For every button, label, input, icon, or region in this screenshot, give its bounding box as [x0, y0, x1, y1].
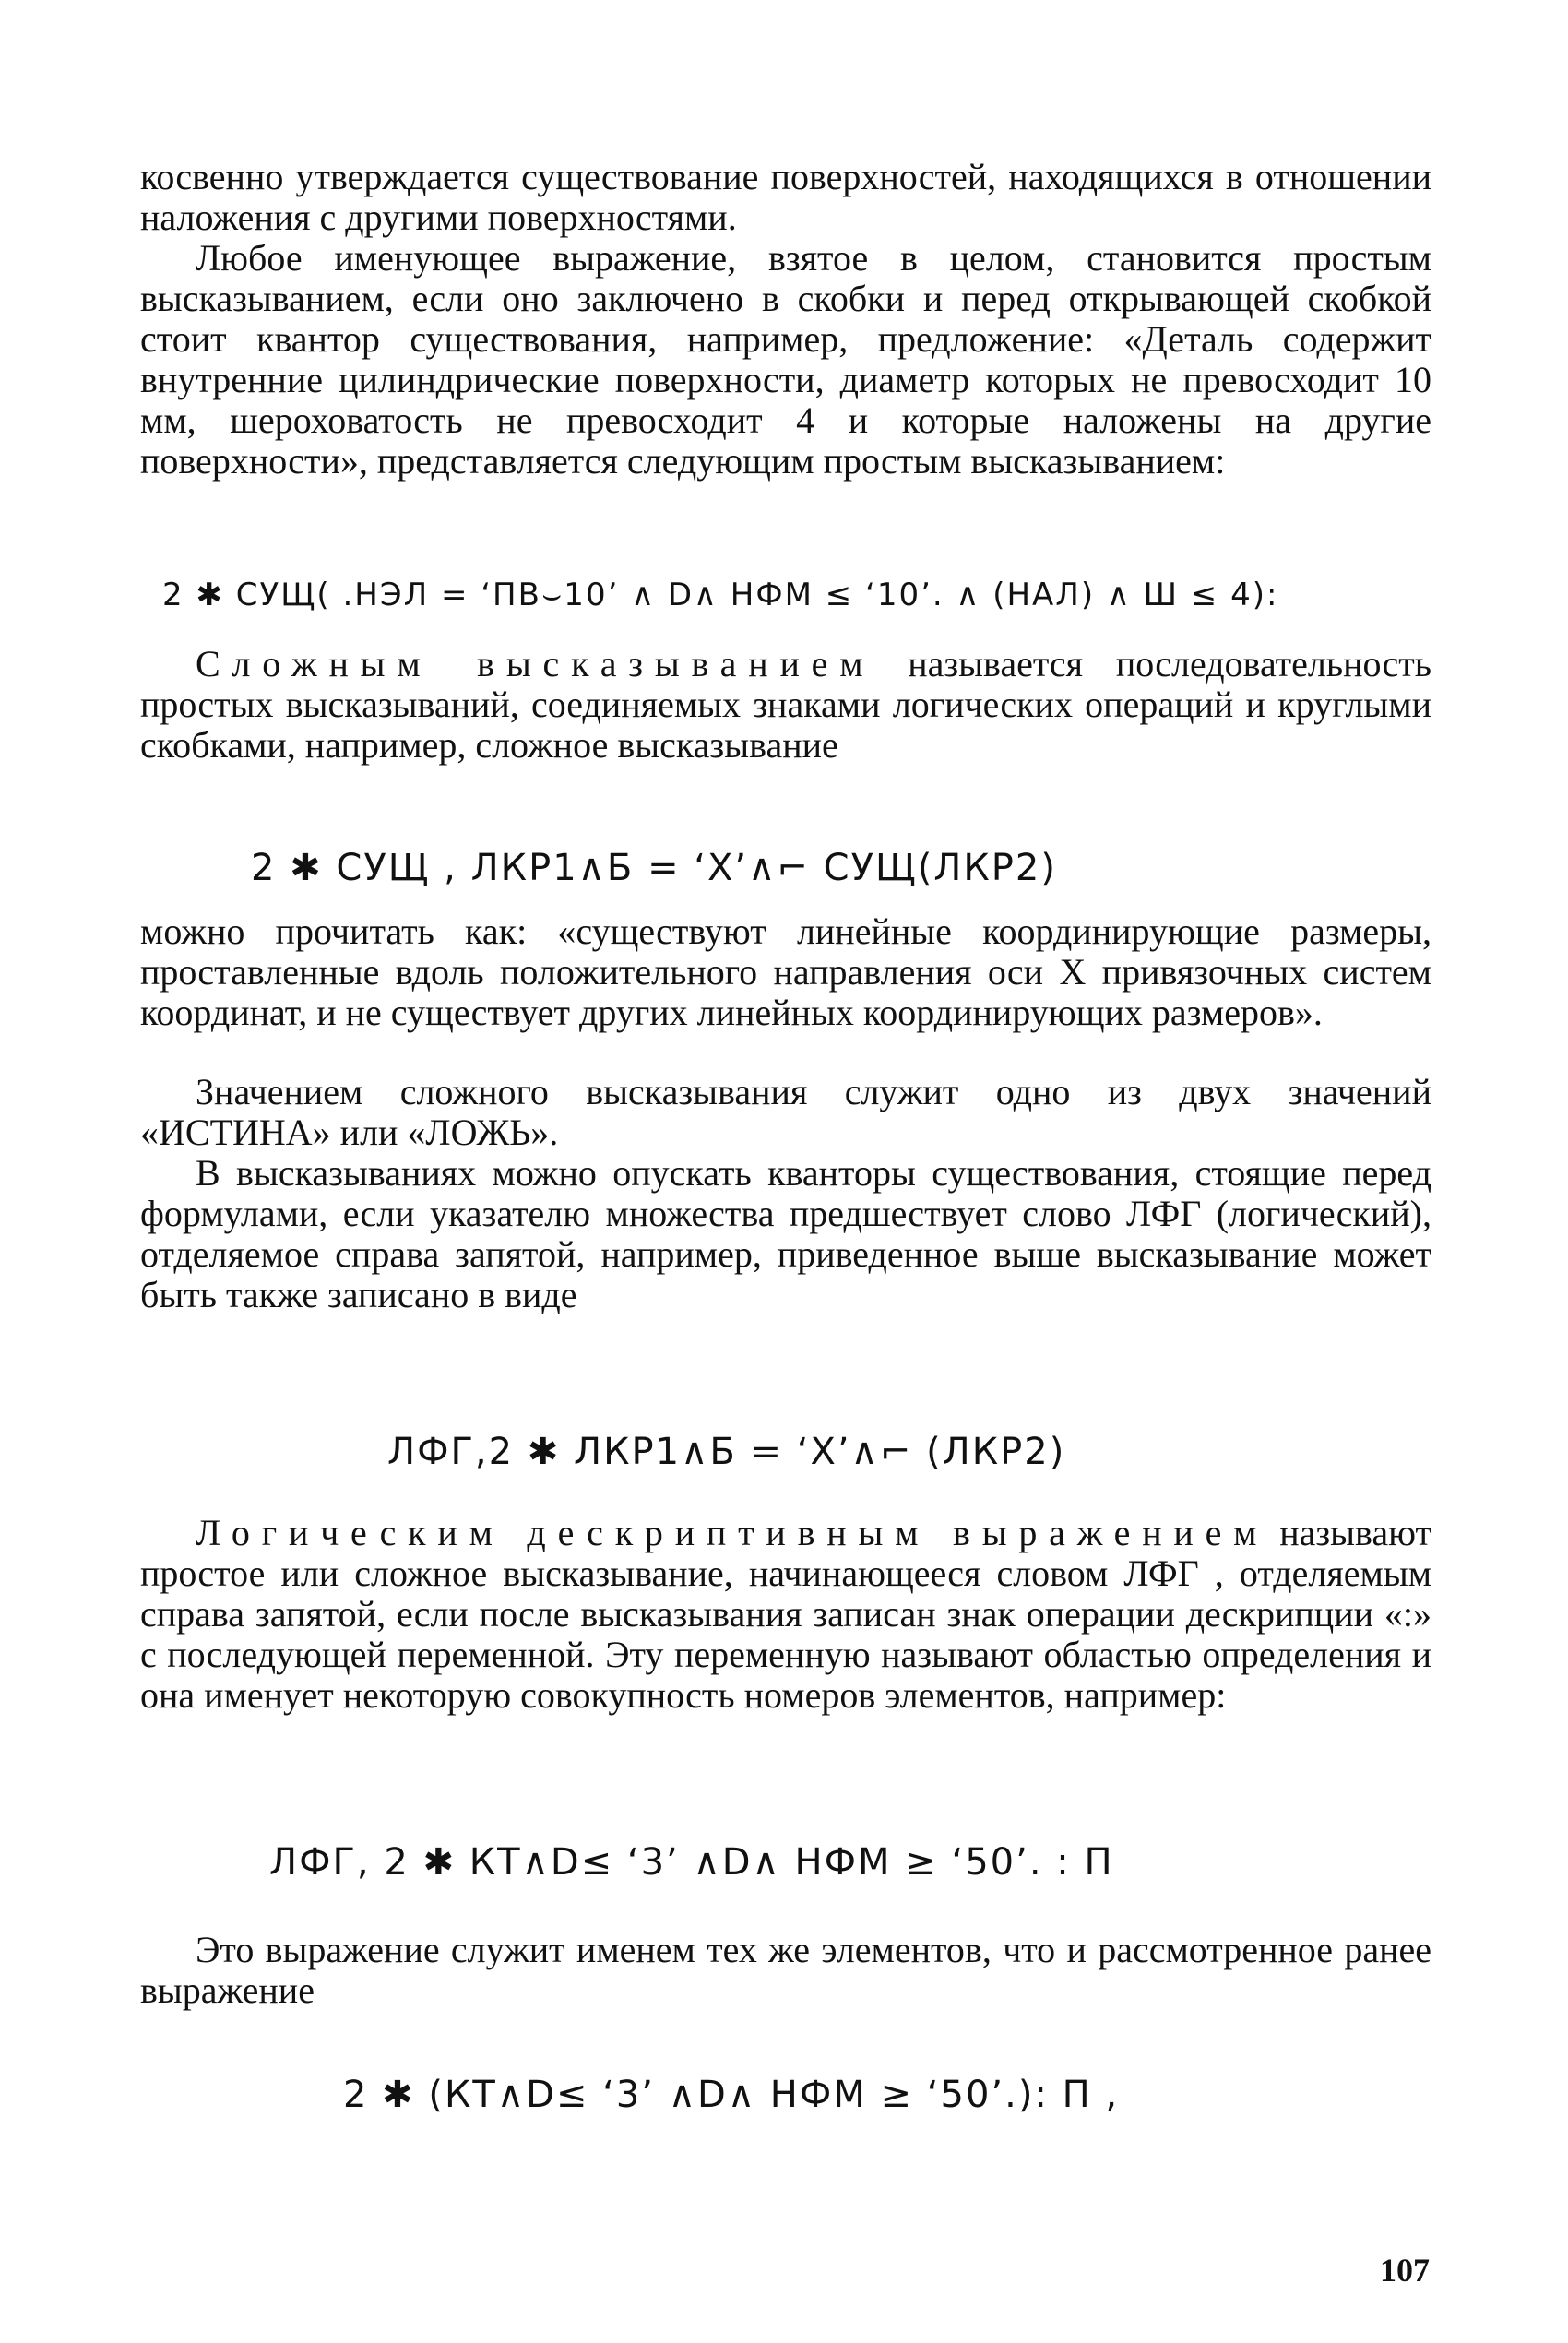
paragraph-same-elements: Это выражение служит именем тех же элементов, что и рассмотренное ранее выражение: [140, 1929, 1431, 2011]
formula-descriptive-expression: ЛФГ, 2 ✱ КТ∧D≤ ‘3’ ∧D∧ НФМ ≥ ‘50’. : П: [269, 1841, 1114, 1884]
formula-simple-statement: 2 ✱ СУЩ( .НЭЛ = ‘ПВ⌣10’ ∧ D∧ НФМ ≤ ‘10’. ∧ (НАЛ) ∧ Ш ≤ 4):: [162, 577, 1279, 613]
term-complex-statement: Сложным высказыванием: [196, 643, 875, 684]
paragraph-descriptive-expression-text: называют простое или сложное высказывание, начинающееся словом ЛФГ , отделяемым справа запятой, если после высказывания записан знак операции дескрипции «:» с последующей переменной. Эту переменную называют областью определения и она именует некоторую совокупность номеров элементов, например:: [140, 1512, 1431, 1716]
paragraph-complex-statement: [140, 644, 1431, 766]
paragraph-quantifier: Любое именующее выражение, взятое в целом, становится простым высказыванием, если оно заключено в скобки и перед открывающей скобкой стоит квантор существования, например, предложение: «Деталь содержит внутренние цилиндрические поверхности, диаметр которых не превосходит 10 мм, шероховатость не превосходит 4 и которые наложены на другие поверхности», представляется следующим простым высказыванием:: [140, 237, 1431, 482]
paragraph-value: Значением сложного высказывания служит одно из двух значений «ИСТИНА» или «ЛОЖЬ».: [140, 1071, 1431, 1153]
formula-complex-statement: 2 ✱ СУЩ , ЛКР1∧Б = ‘X’∧⌐ СУЩ(ЛКР2): [251, 847, 1057, 889]
formula-earlier-expression: 2 ✱ (КТ∧D≤ ‘3’ ∧D∧ НФМ ≥ ‘50’.): П ,: [343, 2074, 1120, 2116]
paragraph-omit-quantifiers: В высказываниях можно опускать кванторы существования, стоящие перед формулами, если указателю множества предшествует слово ЛФГ (логический), отделяемое справа запятой, например, приведенное выше высказывание может быть также записано в виде: [140, 1152, 1431, 1315]
formula-logical-statement: ЛФГ,2 ✱ ЛКР1∧Б = ‘X’∧⌐ (ЛКР2): [387, 1431, 1066, 1473]
paragraph-continuation: косвенно утверждается существование поверхностей, находящихся в отношении наложения с другими поверхностями.: [140, 156, 1431, 238]
paragraph-reading: можно прочитать как: «существуют линейные координирующие размеры, проставленные вдоль положительного направления оси X привязочных систем координат, и не существует других линейных координирующих размеров».: [140, 910, 1431, 1033]
page-number: 107: [1380, 2252, 1430, 2289]
paragraph-complex-statement-text: называется последовательность простых высказываний, соединяемых знаками логических операций и круглыми скобками, например, сложное высказывание: [140, 643, 1431, 766]
paragraph-descriptive-expression: [140, 1513, 1431, 1716]
term-descriptive-expression: Логическим дескриптивным выражением: [196, 1512, 1269, 1553]
